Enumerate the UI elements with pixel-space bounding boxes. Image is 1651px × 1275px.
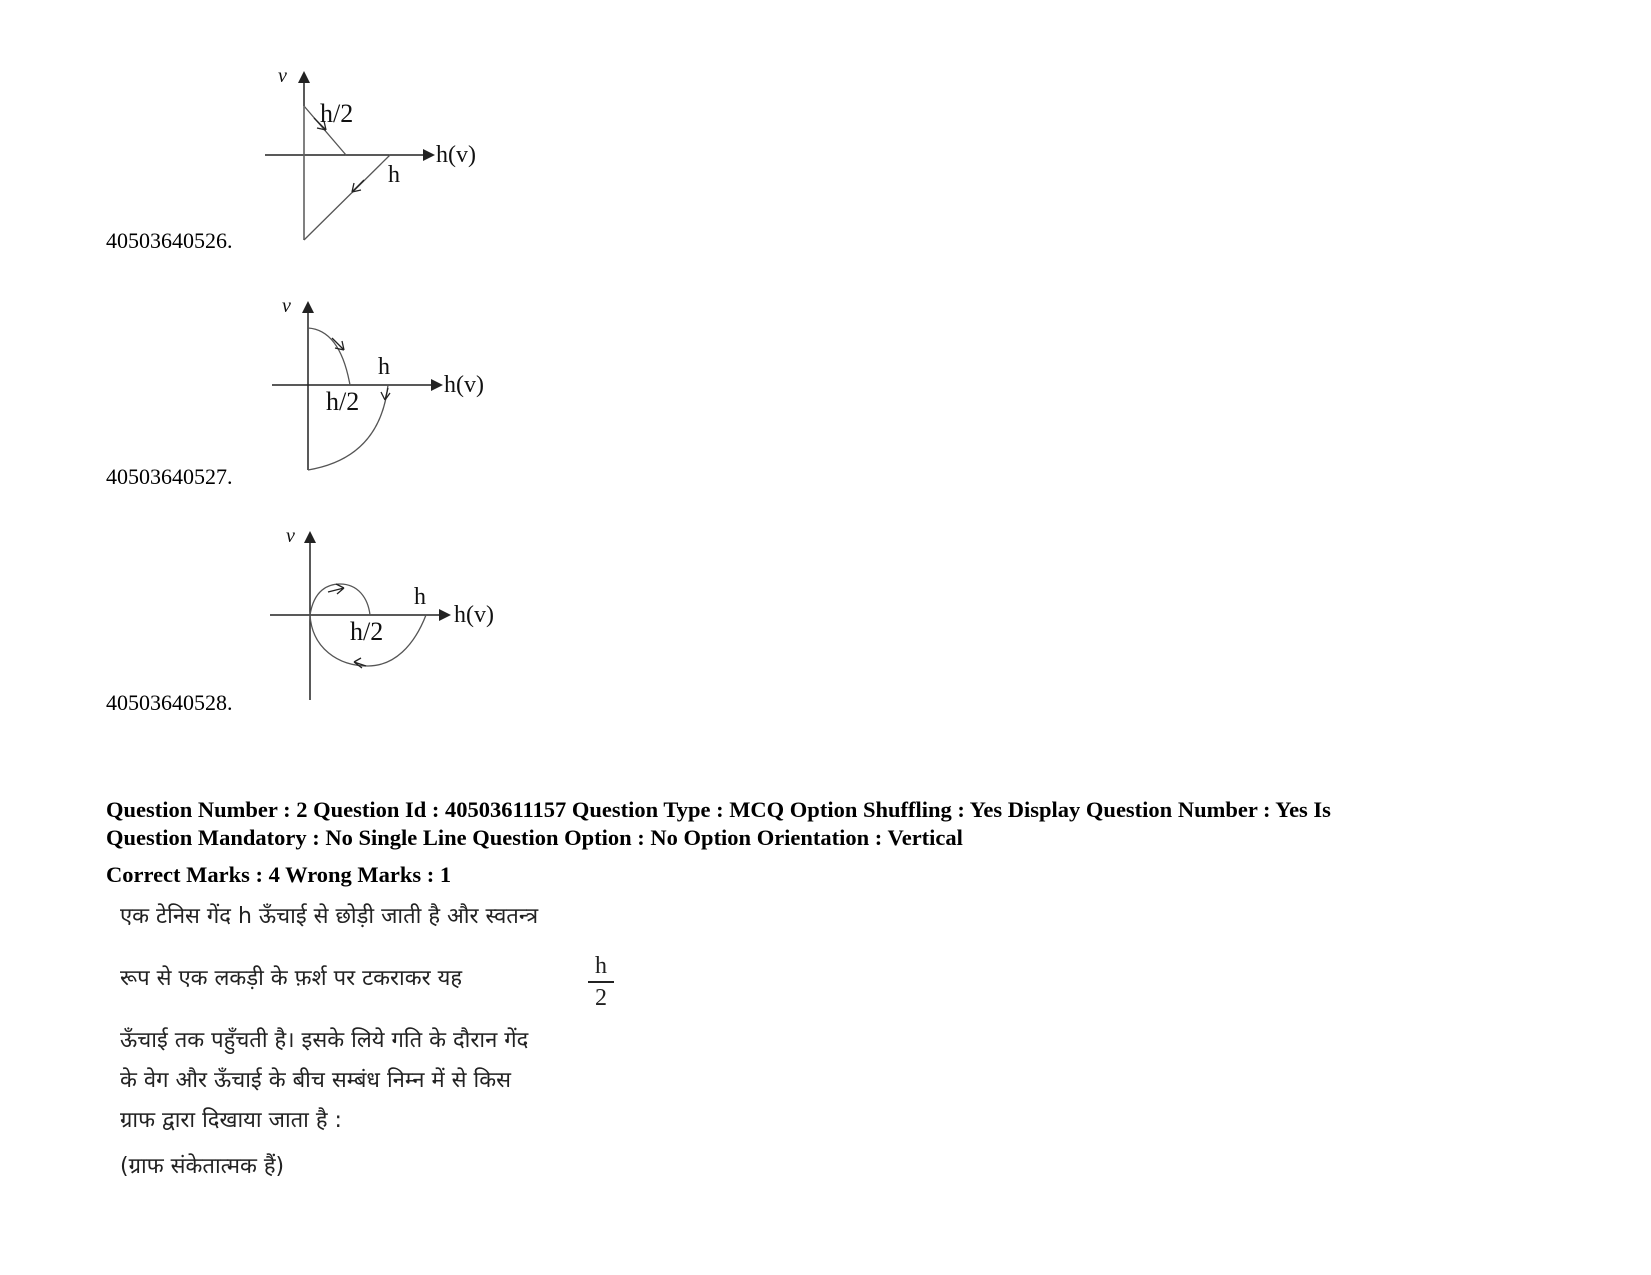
- question-text-line: के वेग और ऊँचाई के बीच सम्बंध निम्न में से किस: [120, 1068, 511, 1093]
- question-text-line: एक टेनिस गेंद h ऊँचाई से छोड़ी जाती है और स्वतन्त्र: [120, 904, 539, 929]
- fraction-h-over-2: [588, 952, 614, 1012]
- option-graph-2: [270, 298, 500, 478]
- v-axis-label: v: [282, 298, 291, 317]
- v-axis-label: v: [278, 68, 287, 87]
- question-text-line: (ग्राफ संकेतात्मक हैं): [120, 1154, 285, 1179]
- half-height-label: h/2: [320, 99, 354, 128]
- height-label: h: [388, 162, 400, 188]
- fraction-bar: [588, 981, 614, 983]
- half-height-label: h/2: [350, 617, 384, 646]
- question-text-line: ऊँचाई तक पहुँचती है। इसके लिये गति के दौरान गेंद: [120, 1028, 529, 1053]
- question-text-line: रूप से एक लकड़ी के फ़र्श पर टकराकर यह: [120, 966, 463, 991]
- question-marks: Correct Marks : 4 Wrong Marks : 1: [106, 862, 452, 887]
- question-header-line-2: Question Mandatory : No Single Line Question Option : No Option Orientation : Vertical: [106, 825, 963, 850]
- fraction-numerator: h: [595, 953, 607, 979]
- question-text-line: ग्राफ द्वारा दिखाया जाता है :: [120, 1108, 342, 1133]
- height-label: h: [378, 354, 390, 380]
- h-axis-label: h(v): [436, 142, 476, 168]
- option-id-2: 40503640527.: [106, 464, 233, 489]
- fraction-denominator: 2: [595, 984, 607, 1011]
- question-header-line-1: Question Number : 2 Question Id : 40503611157 Question Type : MCQ Option Shuffling : Yes Display Question Number : Yes Is: [106, 797, 1331, 822]
- h-axis-label: h(v): [454, 602, 494, 628]
- question-header: [106, 796, 1546, 852]
- option-id-1: 40503640526.: [106, 228, 233, 253]
- option-id-3: 40503640528.: [106, 690, 233, 715]
- height-label: h: [414, 584, 426, 610]
- option-graph-1: [260, 68, 490, 248]
- v-axis-label: v: [286, 528, 295, 547]
- half-height-label: h/2: [326, 387, 360, 416]
- h-axis-label: h(v): [444, 372, 484, 398]
- option-graph-3: [268, 528, 508, 708]
